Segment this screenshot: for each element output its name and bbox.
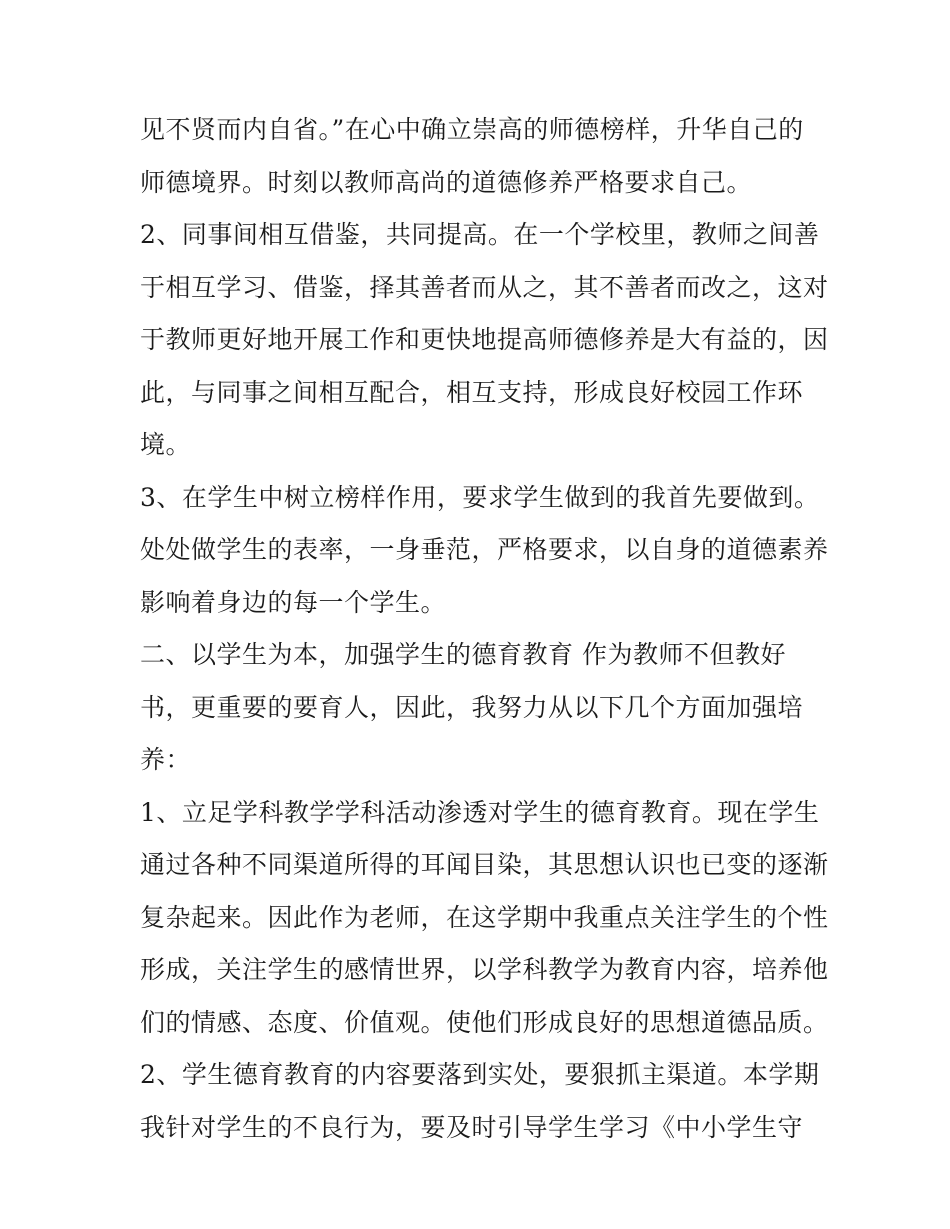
text-line: 复杂起来。因此作为老师，在这学期中我重点关注学生的个性 [140, 902, 829, 932]
text-line: 我针对学生的不良行为，要及时引导学生学习《中小学生守 [140, 1112, 804, 1142]
text-line: 们的情感、态度、价值观。使他们形成良好的思想道德品质。 [140, 1007, 829, 1037]
text-line: 养： [140, 745, 192, 774]
text-line: 处处做学生的表率，一身垂范，严格要求，以自身的道德素养 [140, 535, 829, 564]
text-line: 见不贤而内自省。”在心中确立崇高的师德榜样，升华自己的 [140, 115, 804, 144]
text-line: 师德境界。时刻以教师高尚的道德修养严格要求自己。 [140, 167, 753, 197]
text-line: 于相互学习、借鉴，择其善者而从之，其不善者而改之，这对 [140, 272, 829, 302]
text-line: 2、学生德育教育的内容要落到实处，要狠抓主渠道。本学期 [140, 1060, 820, 1089]
text-line: 书，更重要的要育人，因此，我努力从以下几个方面加强培 [140, 692, 804, 722]
text-line: 于教师更好地开展工作和更快地提高师德修养是大有益的，因 [140, 325, 829, 354]
text-line: 此，与同事之间相互配合，相互支持，形成良好校园工作环 [140, 377, 804, 407]
text-line: 3、在学生中树立榜样作用，要求学生做到的我首先要做到。 [140, 482, 820, 512]
text-line: 境。 [140, 430, 192, 459]
text-line: 通过各种不同渠道所得的耳闻目染，其思想认识也已变的逐渐 [140, 850, 829, 879]
text-line: 1、立足学科教学学科活动渗透对学生的德育教育。现在学生 [140, 797, 820, 827]
text-line: 影响着身边的每一个学生。 [140, 587, 447, 617]
body-text [140, 104, 830, 1154]
text-line: 2、同事间相互借鉴，共同提高。在一个学校里，教师之间善 [140, 220, 820, 249]
text-line: 形成，关注学生的感情世界，以学科教学为教育内容，培养他 [140, 955, 829, 984]
text-line: 二、以学生为本，加强学生的德育教育 作为教师不但教好 [140, 640, 786, 669]
